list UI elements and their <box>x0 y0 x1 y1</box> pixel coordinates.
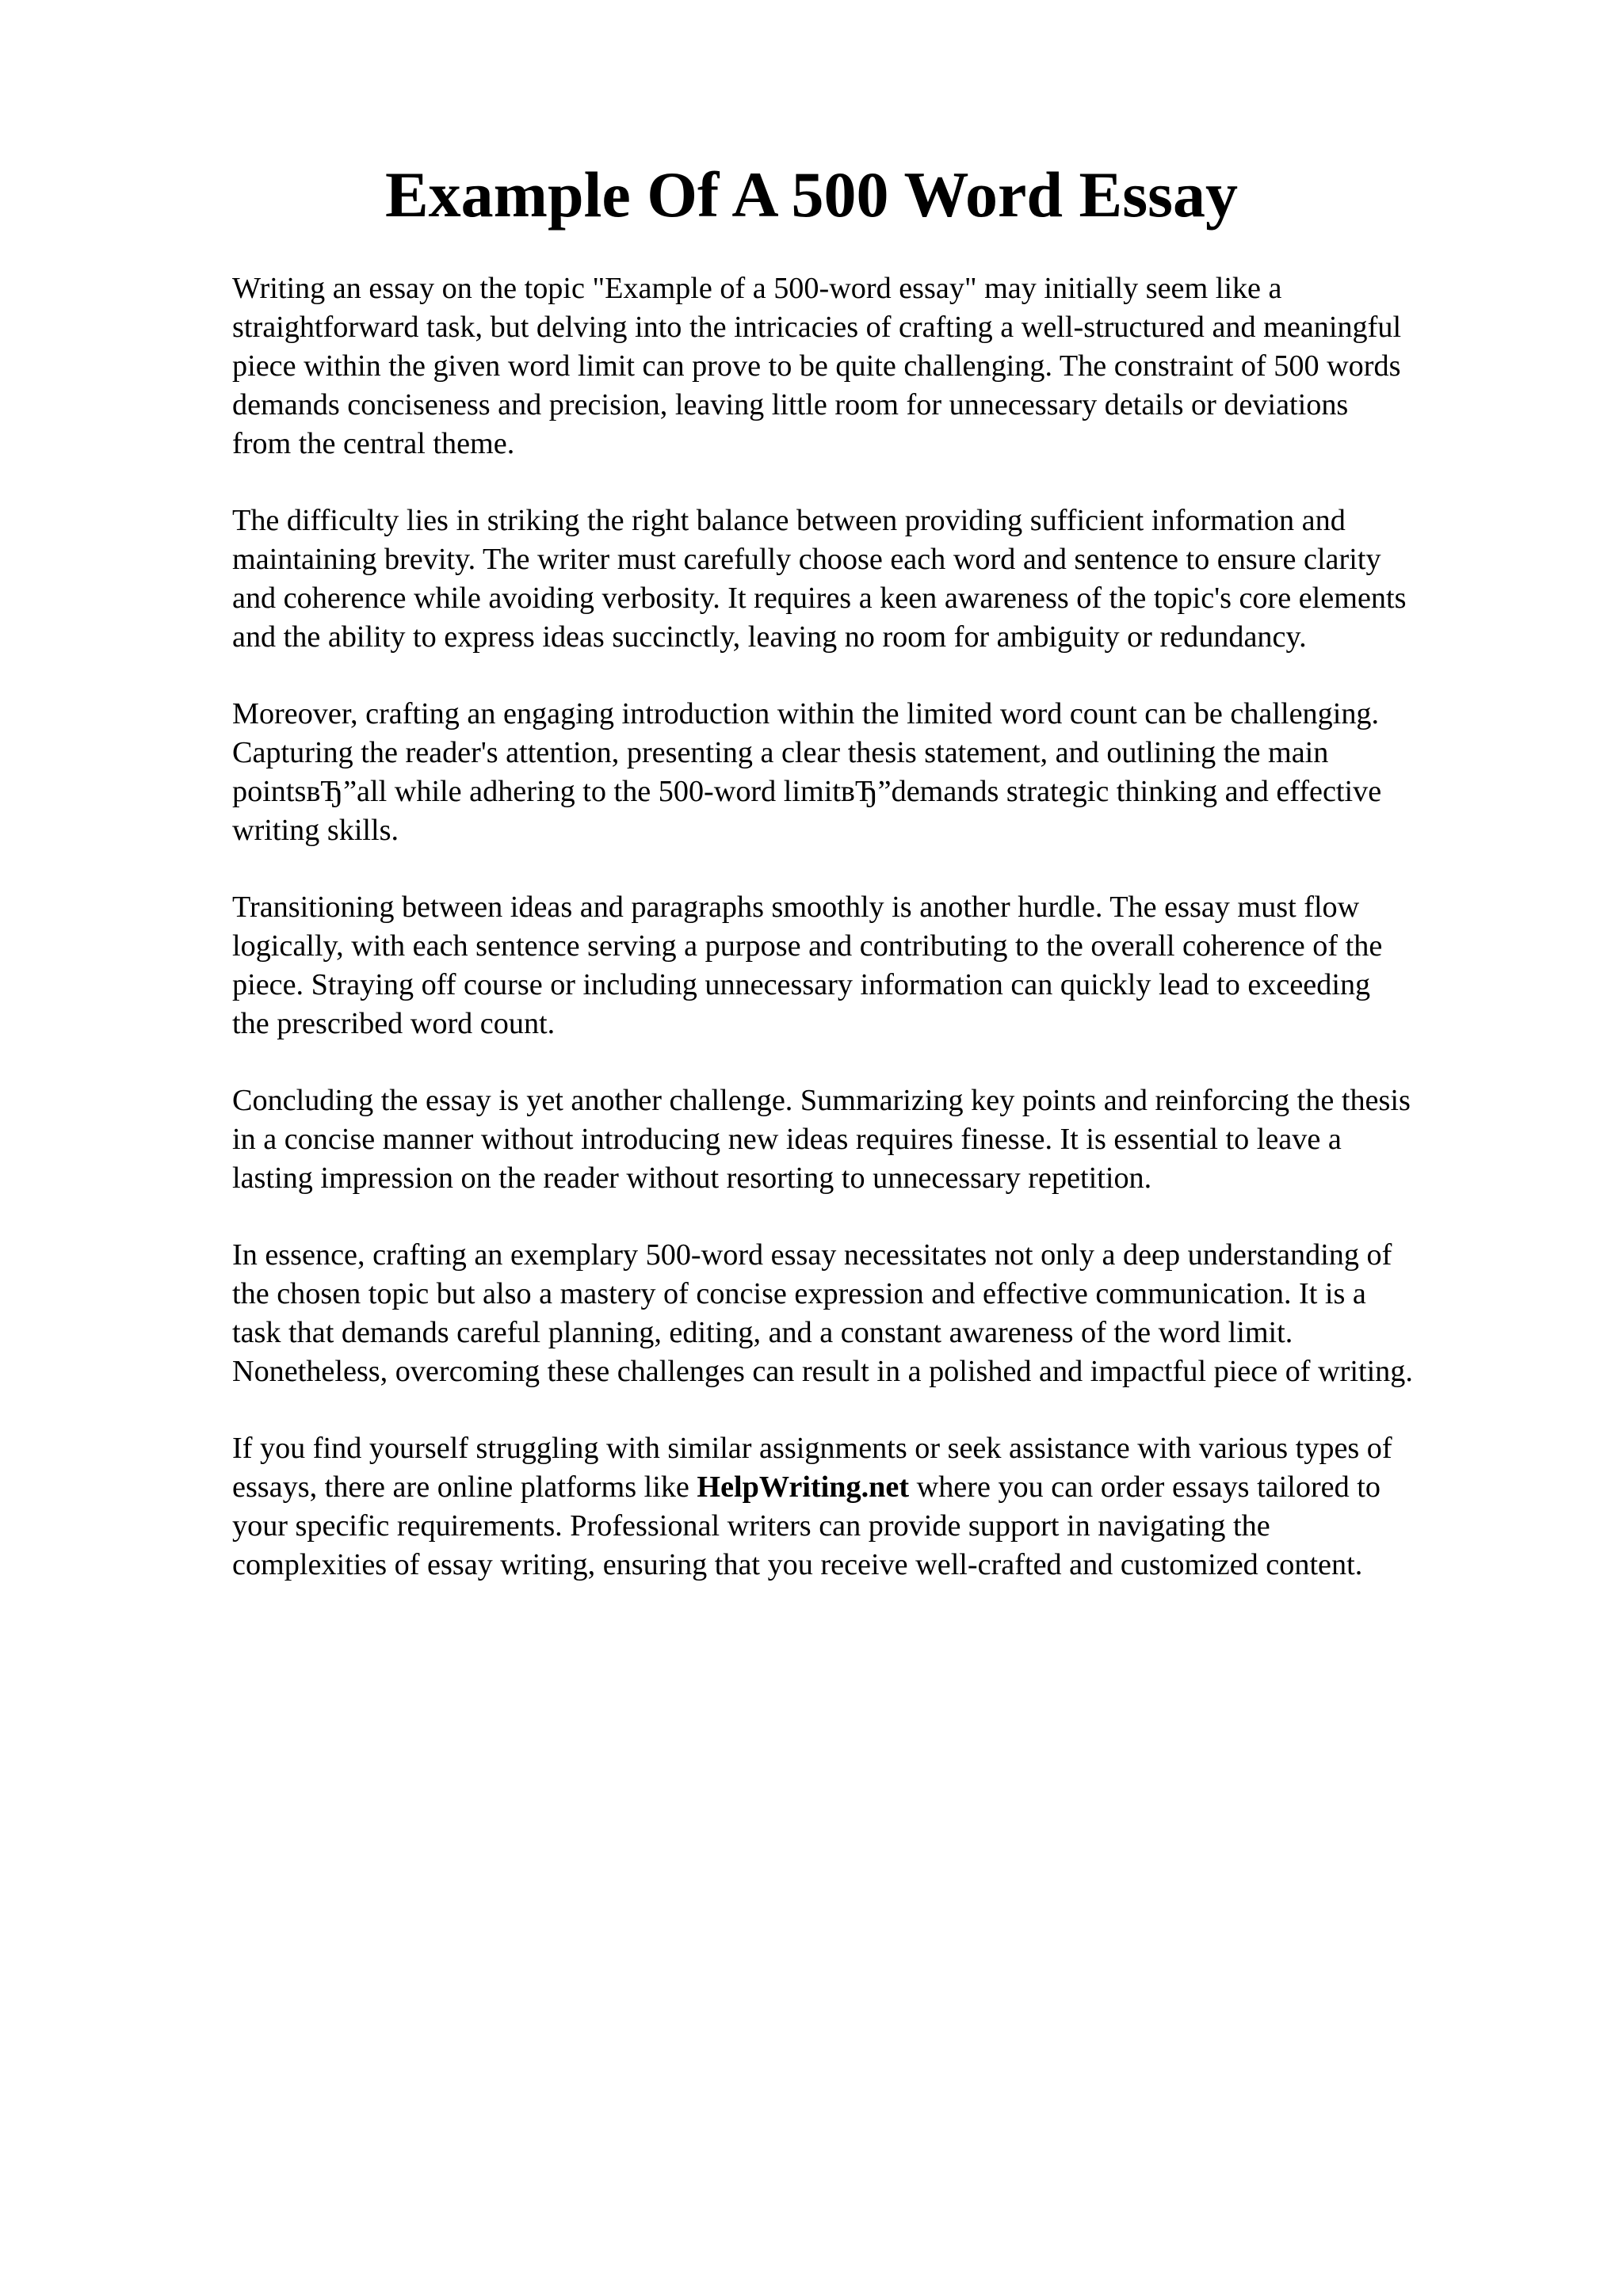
paragraph-line: Transitioning between ideas and paragraphs smoothly is another hurdle. The essay must flow <box>232 891 1360 924</box>
paragraph-line: in a concise manner without introducing new ideas requires finesse. It is essential to leave a <box>232 1123 1342 1156</box>
paragraph-1 <box>232 269 1532 463</box>
paragraph-line: piece. Straying off course or including unnecessary information can quickly lead to exceeding <box>232 968 1371 1001</box>
paragraph-line: In essence, crafting an exemplary 500-word essay necessitates not only a deep understanding of <box>232 1238 1392 1272</box>
page-title: Example Of A 500 Word Essay <box>384 158 1239 231</box>
paragraph-2 <box>232 502 1532 657</box>
paragraph-text: where you can order essays tailored to <box>909 1470 1381 1504</box>
paragraph-line: If you find yourself struggling with similar assignments or seek assistance with various types of <box>232 1432 1392 1465</box>
paragraph-line: complexities of essay writing, ensuring that you receive well-crafted and customized content. <box>232 1548 1363 1581</box>
paragraph-line: task that demands careful planning, editing, and a constant awareness of the word limit. <box>232 1316 1293 1349</box>
paragraph-line: straightforward task, but delving into the intricacies of crafting a well-structured and meaningful <box>232 311 1402 344</box>
paragraph-4 <box>232 888 1532 1043</box>
helpwriting-link[interactable]: HelpWriting.net <box>697 1470 910 1504</box>
paragraph-3 <box>232 695 1532 850</box>
paragraph-line: Capturing the reader's attention, presenting a clear thesis statement, and outlining the main <box>232 736 1329 769</box>
essay-body <box>232 269 1532 1623</box>
paragraph-line: piece within the given word limit can prove to be quite challenging. The constraint of 500 words <box>232 349 1401 383</box>
paragraph-line: pointsвЂ”all while adhering to the 500-word limitвЂ”demands strategic thinking and effective <box>232 775 1382 808</box>
paragraph-line: the prescribed word count. <box>232 1007 556 1040</box>
paragraph-line: and the ability to express ideas succinctly, leaving no room for ambiguity or redundancy. <box>232 620 1307 654</box>
paragraph-line: demands conciseness and precision, leaving little room for unnecessary details or deviations <box>232 388 1349 421</box>
paragraph-line: logically, with each sentence serving a purpose and contributing to the overall coherence of the <box>232 929 1383 963</box>
paragraph-6 <box>232 1236 1532 1391</box>
paragraph-line: your specific requirements. Professional writers can provide support in navigating the <box>232 1509 1270 1543</box>
paragraph-line: writing skills. <box>232 814 399 847</box>
paragraph-line: from the central theme. <box>232 427 515 460</box>
paragraph-line: Concluding the essay is yet another challenge. Summarizing key points and reinforcing the thesis <box>232 1084 1411 1117</box>
paragraph-line: Moreover, crafting an engaging introduction within the limited word count can be challenging. <box>232 697 1380 730</box>
paragraph-line: lasting impression on the reader without resorting to unnecessary repetition. <box>232 1161 1152 1195</box>
paragraph-line: Nonetheless, overcoming these challenges can result in a polished and impactful piece of writing. <box>232 1355 1413 1388</box>
paragraph-text: essays, there are online platforms like <box>232 1470 697 1504</box>
paragraph-7 <box>232 1429 1532 1585</box>
paragraph-line: and coherence while avoiding verbosity. It requires a keen awareness of the topic's core elements <box>232 582 1407 615</box>
paragraph-line: the chosen topic but also a mastery of concise expression and effective communication. It is a <box>232 1277 1366 1310</box>
paragraph-line: The difficulty lies in striking the right balance between providing sufficient information and <box>232 504 1346 537</box>
paragraph-5 <box>232 1081 1532 1198</box>
paragraph-line: maintaining brevity. The writer must carefully choose each word and sentence to ensure clarity <box>232 543 1381 576</box>
paragraph-line: Writing an essay on the topic "Example of a 500-word essay" may initially seem like a <box>232 272 1282 305</box>
paragraph-line <box>232 1468 1532 1507</box>
